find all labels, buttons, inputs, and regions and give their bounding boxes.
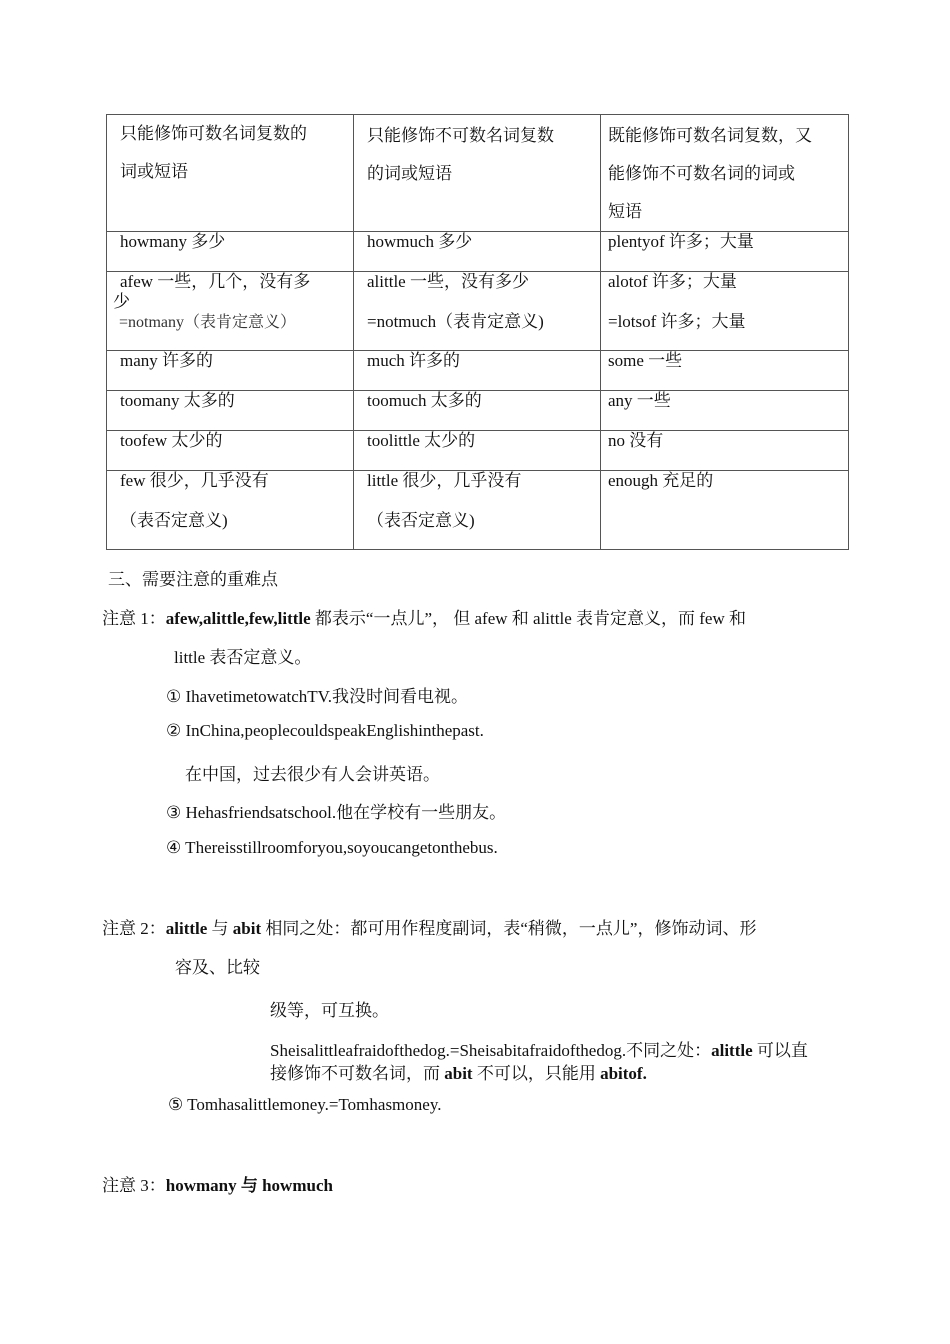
section-title: 三、需要注意的重难点	[108, 570, 278, 589]
example-3: ③ Hehasfriendsatschool.他在学校有一些朋友。	[166, 803, 507, 822]
table-cell: toomuch 太多的	[354, 391, 601, 431]
example-4: ④ Thereisstillroomforyou,soyoucangetonthebus.	[166, 838, 498, 857]
table-cell: afew 一些，几个，没有多 少 =notmany（表肯定意义）	[107, 272, 354, 351]
table-row	[107, 351, 849, 391]
table-cell: toofew 太少的	[107, 431, 354, 471]
table-cell: alittle 一些，没有多少 =notmuch（表肯定意义)	[354, 272, 601, 351]
table-cell: plentyof 许多；大量	[601, 232, 849, 272]
table-header-row	[107, 115, 849, 232]
note-2-line-5: 接修饰不可数名词，而 abit 不可以，只能用 abitof.	[270, 1064, 647, 1083]
table-cell: much 许多的	[354, 351, 601, 391]
note-3-heading: 注意 3：howmany 与 howmuch	[102, 1176, 333, 1195]
example-2-translation: 在中国，过去很少有人会讲英语。	[185, 765, 440, 784]
table-row	[107, 232, 849, 272]
table-cell: little 很少，几乎没有 （表否定意义)	[354, 471, 601, 550]
example-2: ② InChina,peoplecouldspeakEnglishinthepast.	[166, 721, 484, 740]
table-cell: howmany 多少	[107, 232, 354, 272]
table-cell: many 许多的	[107, 351, 354, 391]
table-cell: toomany 太多的	[107, 391, 354, 431]
quantifier-table	[106, 114, 849, 550]
note-2-heading: 注意 2：alittle 与 abit 相同之处：都可用作程度副词，表“稍微，一点儿”，修饰动词、形	[102, 919, 757, 938]
table-cell: toolittle 太少的	[354, 431, 601, 471]
table-row	[107, 431, 849, 471]
header-countable: 只能修饰可数名词复数的 词或短语	[107, 115, 354, 232]
table-cell: enough 充足的	[601, 471, 849, 550]
note-1-heading: 注意 1：afew,alittle,few,little 都表示“一点儿”， 但 afew 和 alittle 表肯定意义，而 few 和	[102, 609, 746, 628]
note-2-line-4: Sheisalittleafraidofthedog.=Sheisabitafraidofthedog.不同之处：alittle 可以直	[270, 1041, 808, 1060]
table-cell: any 一些	[601, 391, 849, 431]
table-cell: alotof 许多；大量 =lotsof 许多；大量	[601, 272, 849, 351]
note-1-continuation: little 表否定意义。	[174, 648, 312, 667]
note-2-continuation: 容及、比较	[175, 958, 260, 977]
table-cell: some 一些	[601, 351, 849, 391]
example-5: ⑤ Tomhasalittlemoney.=Tomhasmoney.	[168, 1095, 442, 1114]
header-both: 既能修饰可数名词复数，又 能修饰不可数名词的词或 短语	[601, 115, 849, 232]
header-uncountable: 只能修饰不可数名词复数 的词或短语	[354, 115, 601, 232]
table-row	[107, 471, 849, 550]
table-cell: howmuch 多少	[354, 232, 601, 272]
note-2-line-3: 级等，可互换。	[270, 1001, 389, 1020]
table-row	[107, 272, 849, 351]
table-cell: no 没有	[601, 431, 849, 471]
table-cell: few 很少，几乎没有 （表否定意义)	[107, 471, 354, 550]
table-row	[107, 391, 849, 431]
example-1: ① IhavetimetowatchTV.我没时间看电视。	[166, 687, 468, 706]
